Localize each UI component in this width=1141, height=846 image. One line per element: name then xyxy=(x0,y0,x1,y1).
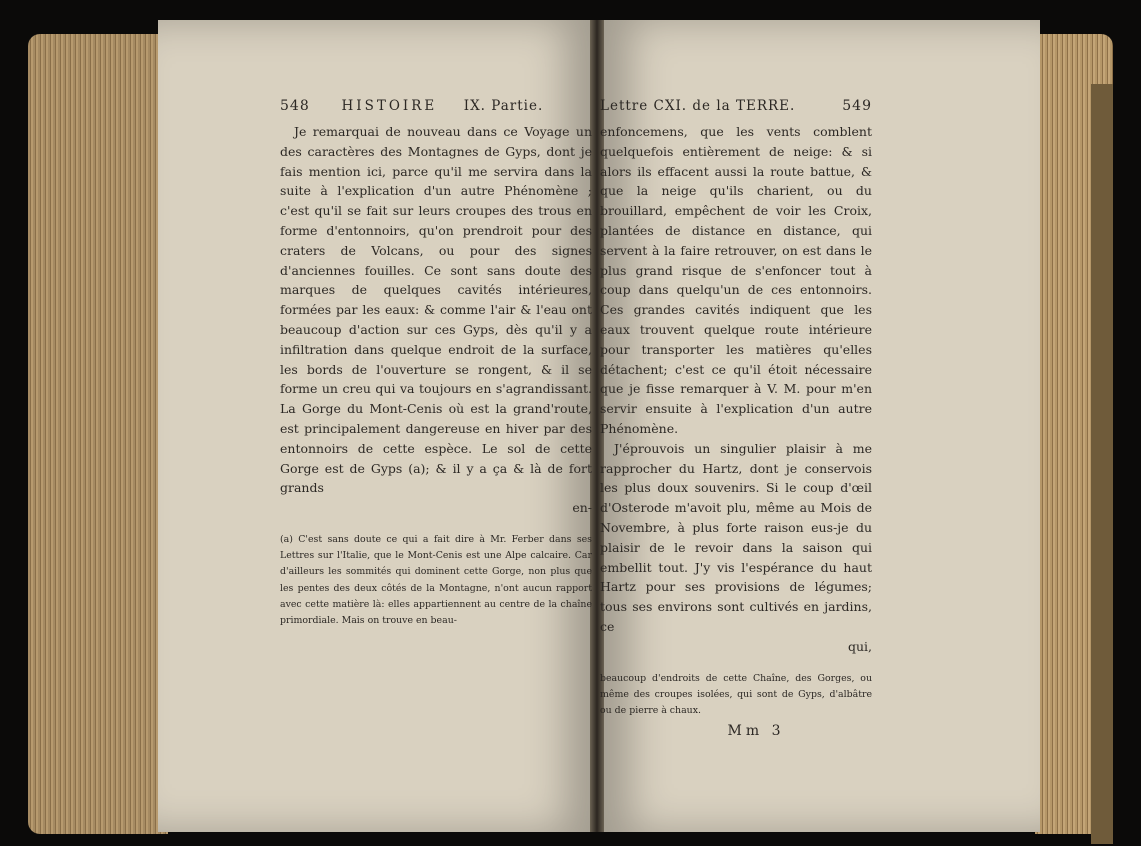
book-cover-right xyxy=(1091,84,1113,844)
left-page-edges xyxy=(28,34,168,834)
right-body-text xyxy=(600,122,872,657)
left-footnote xyxy=(280,532,592,629)
left-part-label: IX. Partie. xyxy=(463,98,544,114)
right-page-number: 549 xyxy=(842,98,872,114)
right-catchword: qui, xyxy=(847,638,872,654)
left-running-title: HISTOIRE xyxy=(341,98,438,114)
left-catchword: en- xyxy=(572,500,592,516)
right-running-title: Lettre CXI. de la TERRE. xyxy=(600,98,796,114)
left-page-number: 548 xyxy=(280,98,310,114)
left-body-text xyxy=(280,122,592,518)
right-running-head xyxy=(600,98,872,114)
left-page-column xyxy=(280,98,592,629)
signature-mark: Mm 3 xyxy=(727,723,785,740)
right-footnote xyxy=(600,671,872,720)
right-page-column xyxy=(600,98,872,739)
left-paragraph: Je remarquai de nouveau dans ce Voyage un des caractères des Montagnes de Gyps, dont je fais mention ici, parce qu'il me servira dans la suite à l'explication d'un autre Phénomène ; c'est qu'il se fait sur leurs croupes des trous en forme d'entonnoirs, qu'on prendroit pour des craters de Volcans, ou pour des signes d'anciennes fouilles. Ce sont sans doute des marques de quelques cavités intérieures, formées par les eaux: & comme l'air & l'eau ont beaucoup d'action sur ces Gyps, dès qu'il y a infiltration dans quelque endroit de la surface, les bords de l'ouverture se rongent, & il se forme un creu qui va toujours en s'agrandissant. La Gorge du Mont-Cenis où est la grand'route, est principalement dangereuse en hiver par des entonnoirs de cette espèce. Le sol de cette Gorge est de Gyps (a); & il y a ça & là de fort grands xyxy=(280,124,592,496)
left-footnote-text: (a) C'est sans doute ce qui a fait dire à Mr. Ferber dans ses Lettres sur l'Italie, que le Mont-Cenis est une Alpe calcaire. Car d'ailleurs les sommités qui dominent cette Gorge, non plus que les pentes des deux côtés de la Montagne, n'ont aucun rapport avec cette matière là: elles appartiennent au centre de la chaîne primordiale. Mais on trouve en beau- xyxy=(280,533,592,626)
right-paragraph-2: J'éprouvois un singulier plaisir à me rapprocher du Hartz, dont je conservois les plus doux souvenirs. Si le coup d'œil d'Osterode m'avoit plu, même au Mois de Novembre, à plus forte raison eus-je du plaisir de le revoir dans la saison qui embellit tout. J'y vis l'espérance du haut Hartz pour ses provisions de légumes; tous ses environs sont cultivés en jardins, ce xyxy=(600,440,872,634)
right-footnote-text: beaucoup d'endroits de cette Chaîne, des Gorges, ou même des croupes isolées, qui sont de Gyps, d'albâtre ou de pierre à chaux. xyxy=(600,672,872,716)
right-paragraph-1: enfoncemens, que les vents comblent quelquefois entièrement de neige: & si alors ils effacent aussi la route battue, & que la neige qu'ils charient, ou du brouillard, empêchent de voir les Croix, plantées de distance en distance, qui servent à la faire retrouver, on est dans le plus grand risque de s'enfoncer tout à coup dans quelqu'un de ces entonnoirs. Ces grandes cavités indiquent que les eaux trouvent quelque route intérieure pour transporter les matières qu'elles détachent; c'est ce qu'il étoit nécessaire que je fisse remarquer à V. M. pour m'en servir ensuite à l'explication d'un autre Phénomène. xyxy=(600,124,872,436)
left-running-head xyxy=(280,98,592,114)
